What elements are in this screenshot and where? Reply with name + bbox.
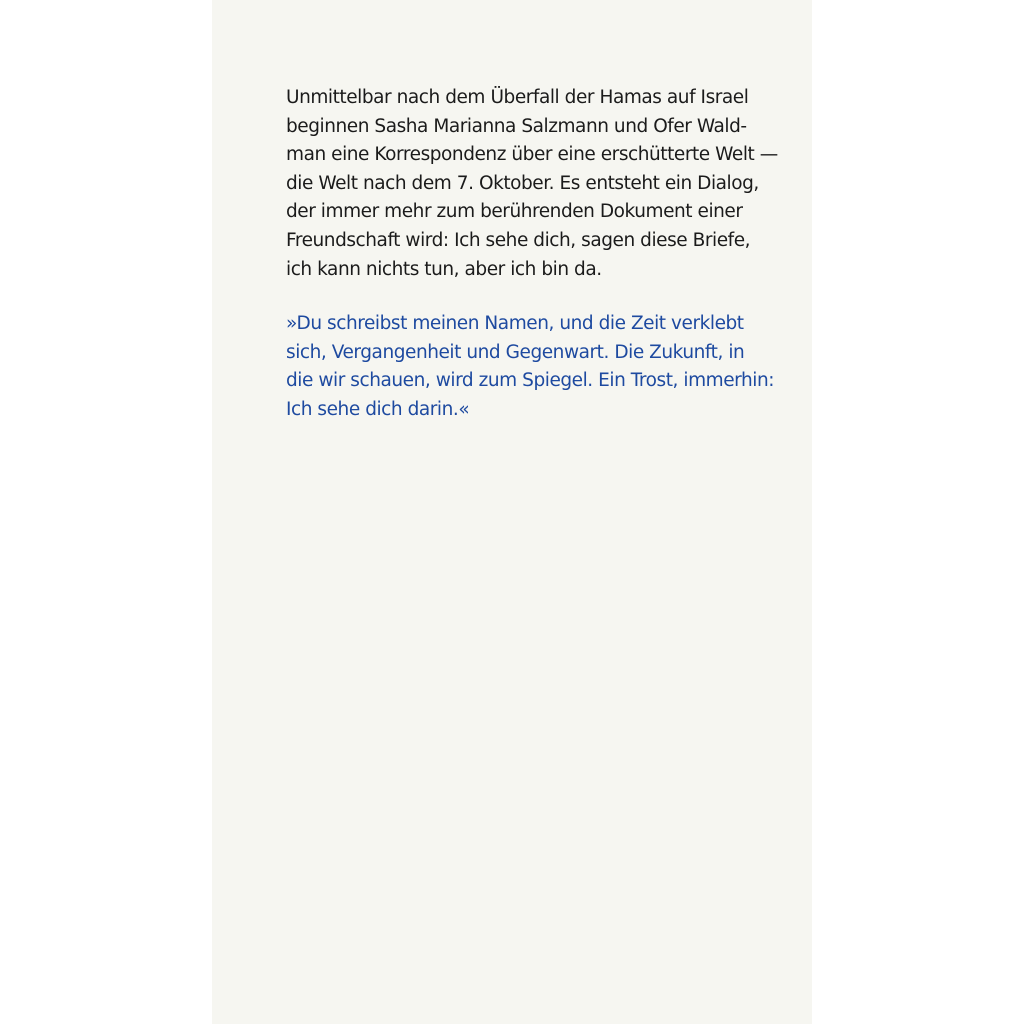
quote-line: Ich sehe dich darin.« <box>286 398 470 420</box>
quote-line: sich, Vergangenheit und Gegenwart. Die Zukunft, in <box>286 341 745 363</box>
blurb-line: man eine Korrespondenz über eine erschütterte Welt — <box>286 144 778 166</box>
blurb-line: die Welt nach dem 7. Oktober. Es entsteht ein Dialog, <box>286 172 759 194</box>
blurb-line: ich kann nichts tun, aber ich bin da. <box>286 258 602 280</box>
blurb-line: Unmittelbar nach dem Überfall der Hamas auf Israel <box>286 87 749 108</box>
quote-paragraph <box>286 310 775 424</box>
blurb-line: der immer mehr zum berührenden Dokument einer <box>286 201 743 223</box>
book-back-cover <box>212 0 812 1024</box>
quote-line: die wir schauen, wird zum Spiegel. Ein Trost, immerhin: <box>286 370 775 392</box>
blurb-line: beginnen Sasha Marianna Salzmann und Ofer Wald- <box>286 115 747 137</box>
blurb-line: Freundschaft wird: Ich sehe dich, sagen diese Briefe, <box>286 229 751 251</box>
blurb-paragraph <box>286 84 778 284</box>
cover-text <box>286 84 778 425</box>
quote-line: »Du schreibst meinen Namen, und die Zeit verklebt <box>286 313 744 335</box>
